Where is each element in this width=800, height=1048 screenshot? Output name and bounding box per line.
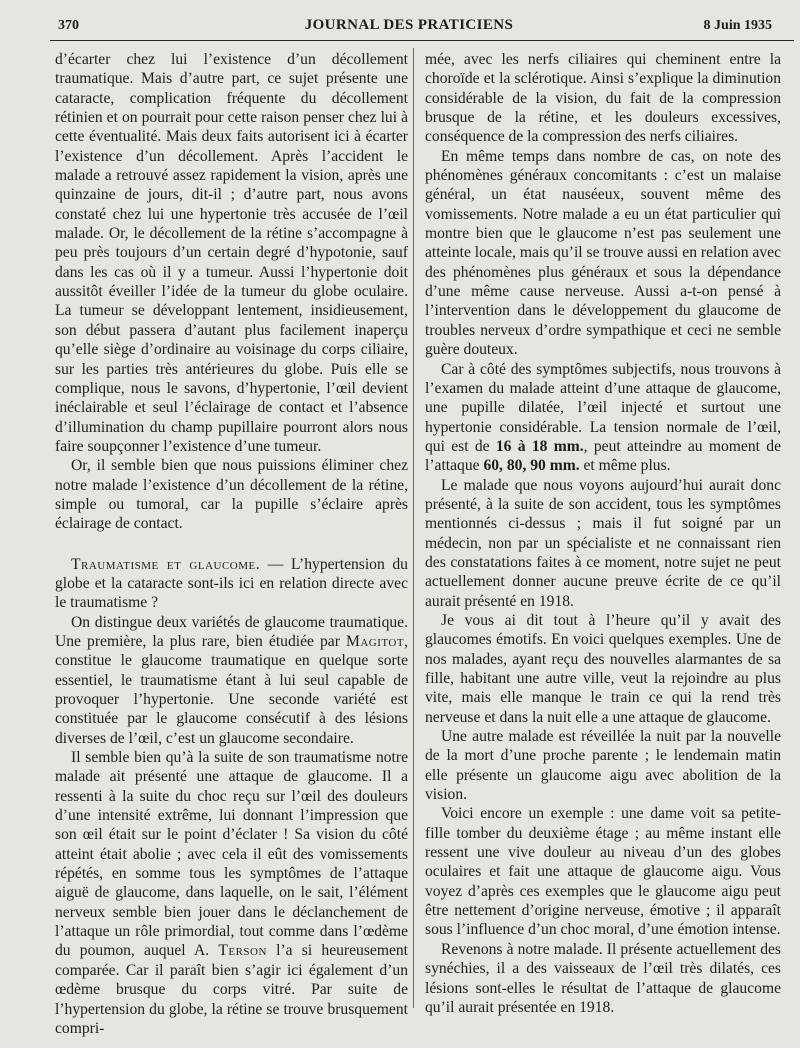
paragraph: En même temps dans nombre de cas, on note des phénomènes généraux concomitants : c’est un malaise général, un état nauséeux, souvent même des vomissements. Notre malade a eu un état particulier qui montre bien que le glaucome n’est pas seulement une atteinte locale, mais qu’il se trouve aussi en relation avec des phénomènes plus généraux et sous la dépendance d’une même cause nerveuse. Aussi a-t-on pensé à l’intervention dans le développement du glaucome de troubles nerveux d’ordre sympathique et ceci ne semble guère douteux.	[425, 147, 781, 359]
right-column	[425, 50, 781, 1017]
text-run: , constitue le glaucome traumatique en quelque sorte essentiel, le traumatisme étant à lui seul capable de provoquer l’hypertonie. Une seconde variété est constituée par le glaucome consécutif à des lésions diverses de l’œil, c’est un glaucome secondaire.	[55, 632, 408, 747]
issue-date: 8 Juin 1935	[703, 18, 772, 33]
section-heading: Traumatisme et glaucome.	[71, 555, 261, 573]
column-divider	[413, 48, 414, 1008]
text-run: et même plus.	[579, 457, 671, 475]
paragraph: Le malade que nous voyons aujourd’hui aurait donc présenté, à la suite de son accident, tous les symptômes mentionnés ci-dessus ; mais il fut soigné par un médecin, non par un spécialiste et ne connaissant rien des constatations faites à ce moment, notre sujet ne peut actuellement donner aucune preuve écrite de ce qu’il aurait présenté en 1918.	[425, 476, 781, 610]
measurement: 16 à 18 mm.	[495, 437, 584, 455]
text-run: Car à côté des symptômes subjectifs, nous trouvons à l’examen du malade atteint d’une attaque de glaucome, une pupille dilatée, l’œil injecté et surtout une hypertonie considérable. La tension normale de l’œil, qui est de	[425, 360, 781, 455]
section-paragraph	[55, 555, 408, 613]
text-run: On distingue deux variétés de glaucome traumatique. Une première, la plus rare, bien étudiée par	[55, 613, 408, 650]
paragraph	[55, 613, 408, 748]
text-run: , peut atteindre au moment de l’attaque	[425, 437, 782, 475]
paragraph: mée, avec les nerfs ciliaires qui cheminent entre la choroïde et la sclérotique. Ainsi s’explique la diminution considérable de la vision, du fait de la compression brusque de la rétine, et les douleurs excessives, conséquence de la compression des nerfs ciliaires.	[425, 51, 781, 146]
left-column	[55, 50, 408, 1038]
paragraph: d’écarter chez lui l’existence d’un décollement traumatique. Mais d’autre part, ce sujet présente une cataracte, complication fréquente du décollement rétinien et on pourrait pour cette raison penser chez lui à cette éventualité. Mais deux faits autorisent ici à écarter l’existence d’un décollement. Après l’accident le malade a retrouvé assez rapidement la vision, après une quinzaine de jours, dit-il ; d’autre part, nous avons constaté chez lui une hypertonie très accusée de l’œil malade. Or, le décollement de la rétine s’accompagne à peu près toujours d’un certain degré d’hypotonie, sauf dans les cas où il y a tumeur. Aussi l’hypertonie doit aussitôt éveiller l’idée de la tumeur du globe oculaire. La tumeur se développant lentement, insidieusement, son début passera d’autant plus facilement inaperçu qu’elle siège d’ordinaire au voisinage du corps ciliaire, sur les parties très antérieures du globe. Puis elle se complique, nous le savons, d’hypertonie, l’œil devient inéclairable et seul l’éclairage de contact et l’absence d’illumination du champ pupillaire pourront alors nous faire soupçonner l’existence d’une tumeur.	[55, 51, 408, 455]
measurement: 60, 80, 90 mm.	[483, 457, 580, 475]
header-rule	[50, 40, 794, 41]
text-run: l’a si heureusement comparée. Car il paraît bien s’agir ici également d’un œdème brusque du corps vitré. Par suite de l’hypertension du globe, la rétine se trouve brusquement compri-	[55, 942, 408, 1037]
page-number: 370	[58, 18, 79, 33]
author-name: Magitot	[345, 632, 405, 650]
paragraph: Revenons à notre malade. Il présente actuellement des synéchies, il a des vaisseaux de l’œil très dilatés, ces lésions sont-elles le résultat de l’attaque de glaucome qu’il aurait présentée en 1918.	[425, 940, 781, 1016]
paragraph: Je vous ai dit tout à l’heure qu’il y avait des glaucomes émotifs. En voici quelques exemples. Une de nos malades, ayant reçu des nouvelles alarmantes de sa fille, habitant une autre ville, veut la rejoindre au plus vite, mais elle manque le train ce qui la rend très nerveuse et dans la nuit elle a une attaque de glaucome.	[425, 611, 781, 726]
paragraph: Une autre malade est réveillée la nuit par la nouvelle de la mort d’une proche parente ; le lendemain matin elle présente un glaucome aigu avec abolition de la vision.	[425, 728, 781, 804]
paragraph	[55, 748, 408, 1038]
page-header	[34, 14, 784, 38]
section-text: — L’hypertension du globe et la cataracte sont-ils ici en relation directe avec le traumatisme ?	[55, 555, 408, 612]
paragraph	[425, 360, 781, 476]
journal-title: JOURNAL DES PRATICIENS	[304, 17, 514, 33]
text-run: Il semble bien qu’à la suite de son traumatisme notre malade ait présenté une attaque de glaucome. Il a ressenti à la suite du choc reçu sur l’œil des douleurs d’une intensité extrême, lui donnant l’impression que son œil était sur le point d’éclater ! Sa vision du côté atteint était abolie ; avec cela il eût des vomissements répétés, en somme tous les symptômes de l’attaque aiguë de glaucome, dans laquelle, on le sait, l’élément nerveux semble bien jouer dans le déclanchement de l’attaque un rôle primordial, tout comme dans l’œdème du poumon, auquel A.	[55, 749, 408, 960]
author-name: Terson	[218, 942, 267, 960]
paragraph: Or, il semble bien que nous puissions éliminer chez notre malade l’existence d’un décollement de la rétine, simple ou tumoral, car la pupille s’éclaire après éclairage de contact.	[55, 457, 408, 533]
paragraph: Voici encore un exemple : une dame voit sa petite-fille tomber du deuxième étage ; au même instant elle ressent une vive douleur au niveau d’un des globes oculaires et fait une attaque de glaucome aigu. Vous voyez d’après ces exemples que le glaucome aigu peut être nettement d’origine nerveuse, émotive ; il apparaît sous l’influence d’un choc moral, d’une émotion intense.	[425, 805, 781, 939]
